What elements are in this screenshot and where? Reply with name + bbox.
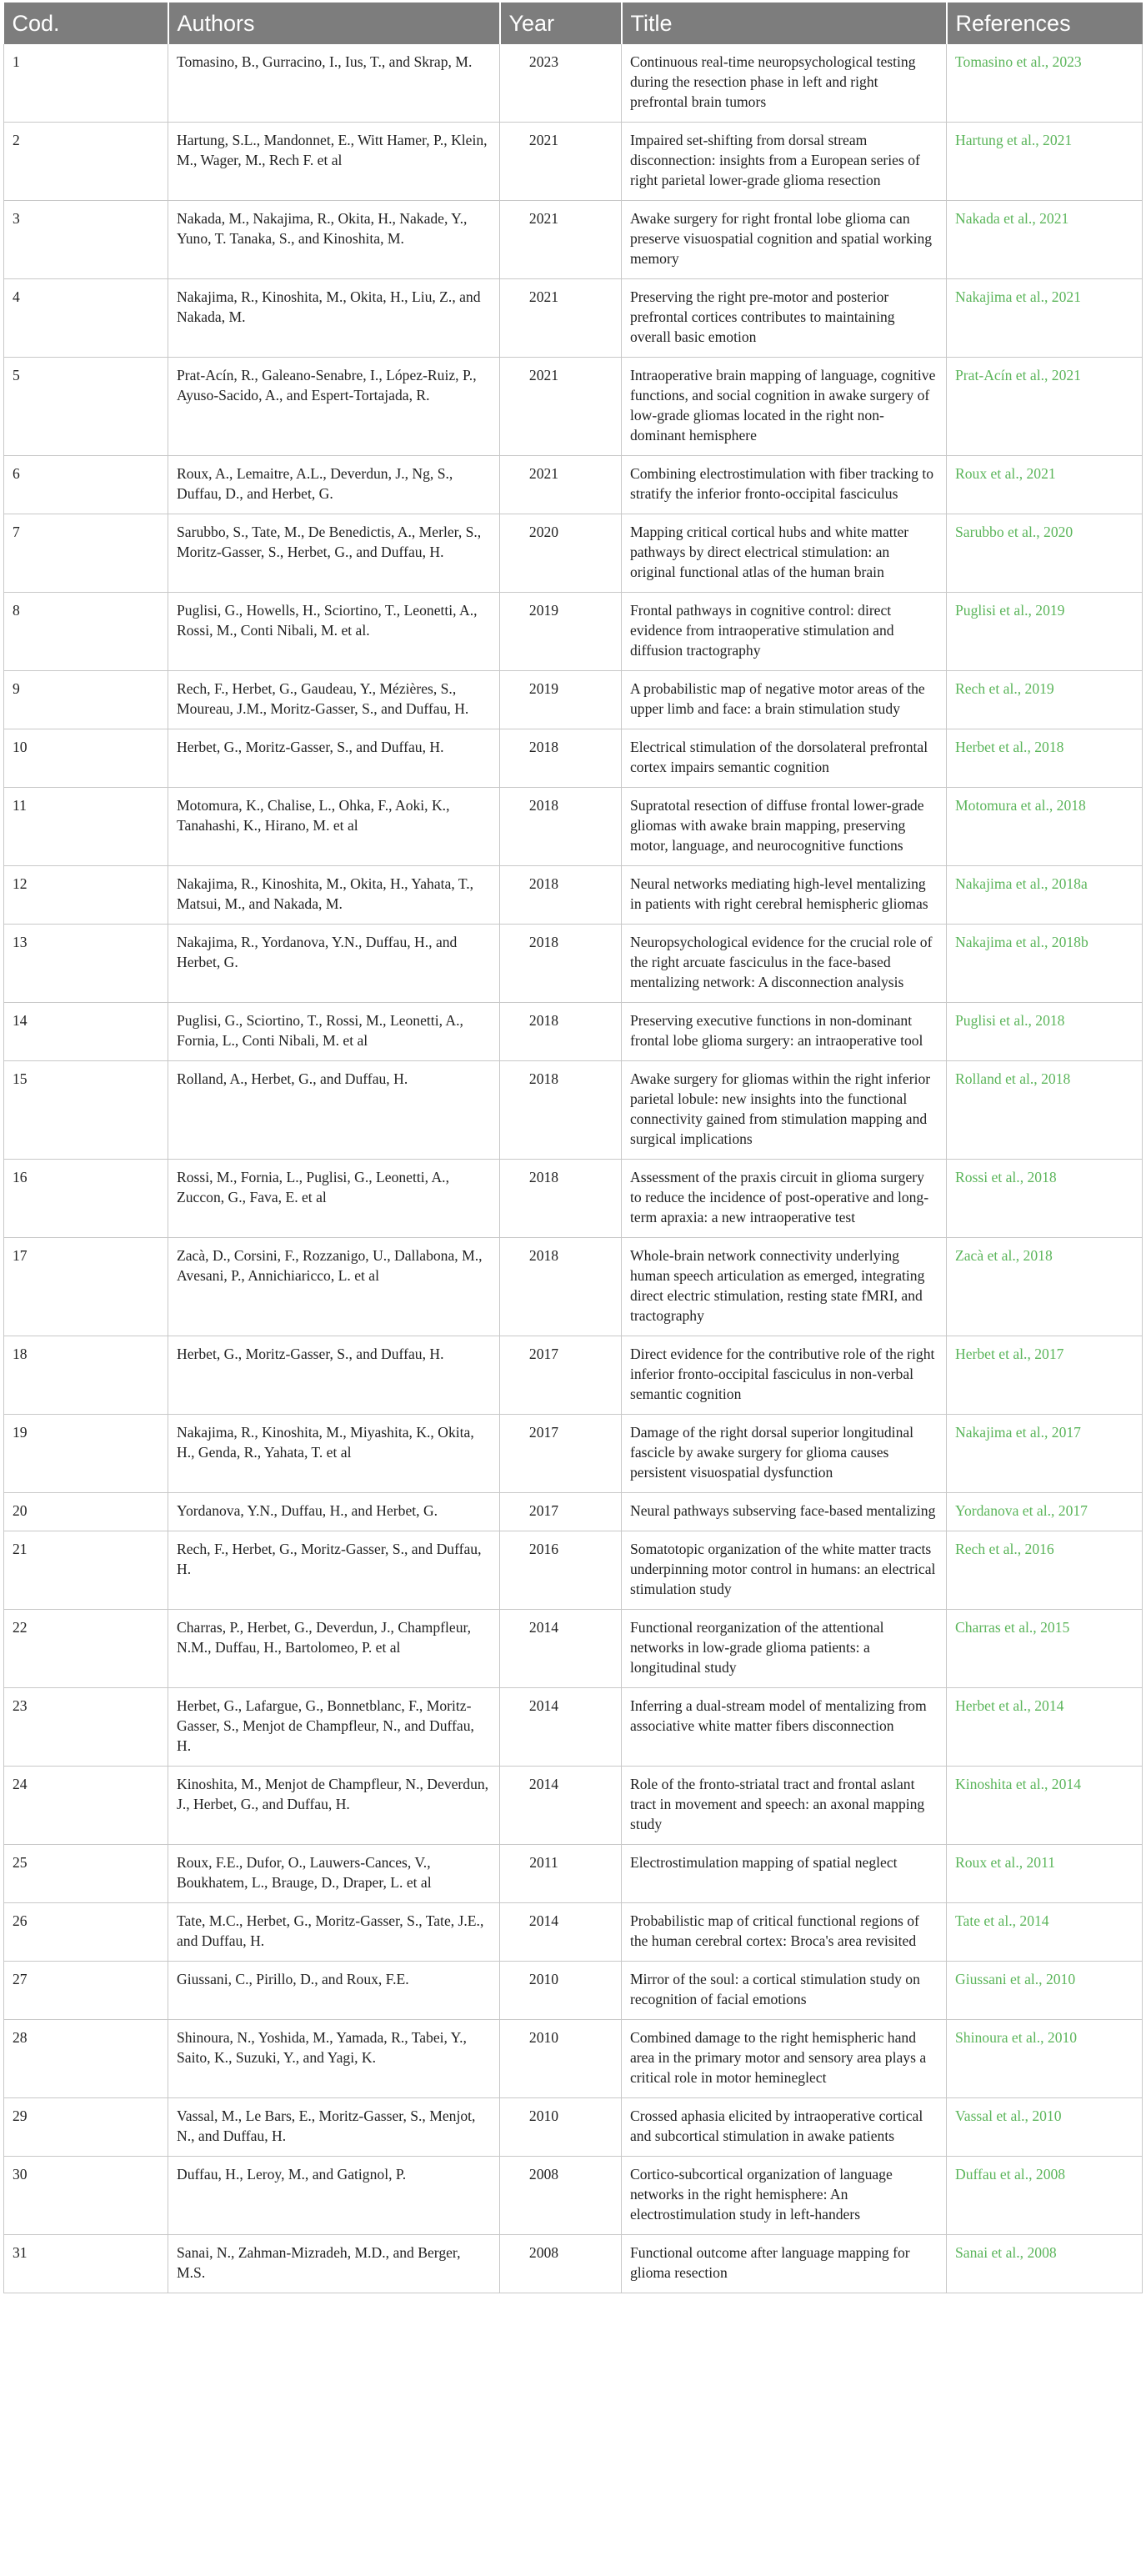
reference-link[interactable]: Herbet et al., 2018 — [947, 729, 1143, 788]
reference-link[interactable]: Roux et al., 2021 — [947, 456, 1143, 514]
cell-authors: Yordanova, Y.N., Duffau, H., and Herbet, G. — [168, 1493, 500, 1531]
table-row — [4, 1767, 1143, 1845]
cell-authors: Nakajima, R., Kinoshita, M., Miyashita, K., Okita, H., Genda, R., Yahata, T. et al — [168, 1415, 500, 1493]
cell-cod: 5 — [4, 358, 168, 456]
cell-authors: Herbet, G., Moritz-Gasser, S., and Duffau, H. — [168, 729, 500, 788]
reference-link[interactable]: Tate et al., 2014 — [947, 1903, 1143, 1962]
cell-cod: 9 — [4, 671, 168, 729]
cell-year: 2017 — [500, 1415, 622, 1493]
table-row — [4, 593, 1143, 671]
cell-cod: 18 — [4, 1336, 168, 1415]
reference-link[interactable]: Rolland et al., 2018 — [947, 1061, 1143, 1160]
cell-cod: 30 — [4, 2157, 168, 2235]
cell-title: Mapping critical cortical hubs and white matter pathways by direct electrical stimulation: an original functional atlas of the human brain — [622, 514, 947, 593]
reference-link[interactable]: Sanai et al., 2008 — [947, 2235, 1143, 2293]
cell-title: Preserving the right pre-motor and posterior prefrontal cortices contributes to maintaining overall basic emotion — [622, 279, 947, 358]
cell-cod: 22 — [4, 1610, 168, 1688]
table-row — [4, 671, 1143, 729]
cell-year: 2016 — [500, 1531, 622, 1610]
table-row — [4, 358, 1143, 456]
cell-title: Role of the fronto-striatal tract and frontal aslant tract in movement and speech: an axonal mapping study — [622, 1767, 947, 1845]
header-authors: Authors — [168, 3, 500, 44]
cell-authors: Tomasino, B., Gurracino, I., Ius, T., and Skrap, M. — [168, 44, 500, 123]
cell-title: Functional outcome after language mapping for glioma resection — [622, 2235, 947, 2293]
cell-cod: 2 — [4, 123, 168, 201]
reference-link[interactable]: Kinoshita et al., 2014 — [947, 1767, 1143, 1845]
cell-title: A probabilistic map of negative motor areas of the upper limb and face: a brain stimulation study — [622, 671, 947, 729]
table-row — [4, 279, 1143, 358]
cell-year: 2018 — [500, 925, 622, 1003]
cell-cod: 29 — [4, 2098, 168, 2157]
cell-year: 2010 — [500, 1962, 622, 2020]
reference-link[interactable]: Duffau et al., 2008 — [947, 2157, 1143, 2235]
reference-link[interactable]: Nakajima et al., 2018a — [947, 866, 1143, 925]
table-row — [4, 1238, 1143, 1336]
cell-cod: 15 — [4, 1061, 168, 1160]
cell-authors: Rech, F., Herbet, G., Moritz-Gasser, S., and Duffau, H. — [168, 1531, 500, 1610]
cell-title: Frontal pathways in cognitive control: direct evidence from intraoperative stimulation and diffusion tractography — [622, 593, 947, 671]
table-row — [4, 123, 1143, 201]
cell-title: Whole-brain network connectivity underlying human speech articulation as emerged, integrating direct electric stimulation, resting state fMRI, and tractography — [622, 1238, 947, 1336]
cell-cod: 3 — [4, 201, 168, 279]
cell-year: 2020 — [500, 514, 622, 593]
cell-title: Functional reorganization of the attentional networks in low-grade glioma patients: a longitudinal study — [622, 1610, 947, 1688]
cell-title: Impaired set-shifting from dorsal stream disconnection: insights from a European series of right parietal lower-grade glioma resection — [622, 123, 947, 201]
reference-link[interactable]: Giussani et al., 2010 — [947, 1962, 1143, 2020]
cell-year: 2010 — [500, 2098, 622, 2157]
reference-link[interactable]: Shinoura et al., 2010 — [947, 2020, 1143, 2098]
reference-link[interactable]: Rossi et al., 2018 — [947, 1160, 1143, 1238]
cell-year: 2021 — [500, 456, 622, 514]
cell-cod: 20 — [4, 1493, 168, 1531]
cell-authors: Shinoura, N., Yoshida, M., Yamada, R., Tabei, Y., Saito, K., Suzuki, Y., and Yagi, K. — [168, 2020, 500, 2098]
table-row — [4, 201, 1143, 279]
cell-title: Crossed aphasia elicited by intraoperative cortical and subcortical stimulation in awake patients — [622, 2098, 947, 2157]
cell-year: 2017 — [500, 1336, 622, 1415]
cell-cod: 31 — [4, 2235, 168, 2293]
table-row — [4, 1845, 1143, 1903]
cell-title: Neural networks mediating high-level mentalizing in patients with right cerebral hemispheric gliomas — [622, 866, 947, 925]
cell-authors: Puglisi, G., Howells, H., Sciortino, T., Leonetti, A., Rossi, M., Conti Nibali, M. et al. — [168, 593, 500, 671]
table-row — [4, 2098, 1143, 2157]
cell-authors: Nakajima, R., Kinoshita, M., Okita, H., Liu, Z., and Nakada, M. — [168, 279, 500, 358]
cell-authors: Rolland, A., Herbet, G., and Duffau, H. — [168, 1061, 500, 1160]
cell-cod: 26 — [4, 1903, 168, 1962]
table-row — [4, 1003, 1143, 1061]
cell-title: Assessment of the praxis circuit in glioma surgery to reduce the incidence of post-operative and long-term apraxia: a new intraoperative test — [622, 1160, 947, 1238]
cell-cod: 14 — [4, 1003, 168, 1061]
header-year: Year — [500, 3, 622, 44]
cell-year: 2014 — [500, 1903, 622, 1962]
cell-authors: Roux, F.E., Dufor, O., Lauwers-Cances, V., Boukhatem, L., Brauge, D., Draper, L. et al — [168, 1845, 500, 1903]
reference-link[interactable]: Zacà et al., 2018 — [947, 1238, 1143, 1336]
table-row — [4, 1160, 1143, 1238]
cell-authors: Prat-Acín, R., Galeano-Senabre, I., López-Ruiz, P., Ayuso-Sacido, A., and Espert-Tortajada, R. — [168, 358, 500, 456]
reference-link[interactable]: Nakajima et al., 2017 — [947, 1415, 1143, 1493]
table-row — [4, 514, 1143, 593]
table-row — [4, 44, 1143, 123]
reference-link[interactable]: Tomasino et al., 2023 — [947, 44, 1143, 123]
cell-cod: 25 — [4, 1845, 168, 1903]
cell-year: 2011 — [500, 1845, 622, 1903]
table-row — [4, 788, 1143, 866]
cell-authors: Vassal, M., Le Bars, E., Moritz-Gasser, S., Menjot, N., and Duffau, H. — [168, 2098, 500, 2157]
cell-title: Somatotopic organization of the white matter tracts underpinning motor control in humans: an electrical stimulation study — [622, 1531, 947, 1610]
cell-title: Preserving executive functions in non-dominant frontal lobe glioma surgery: an intraoperative tool — [622, 1003, 947, 1061]
cell-year: 2008 — [500, 2157, 622, 2235]
cell-cod: 16 — [4, 1160, 168, 1238]
table-row — [4, 1415, 1143, 1493]
cell-cod: 11 — [4, 788, 168, 866]
cell-cod: 19 — [4, 1415, 168, 1493]
cell-authors: Herbet, G., Lafargue, G., Bonnetblanc, F., Moritz-Gasser, S., Menjot de Champfleur, N., and Duffau, H. — [168, 1688, 500, 1767]
reference-link[interactable]: Charras et al., 2015 — [947, 1610, 1143, 1688]
cell-authors: Sarubbo, S., Tate, M., De Benedictis, A., Merler, S., Moritz-Gasser, S., Herbet, G., and Duffau, H. — [168, 514, 500, 593]
cell-title: Mirror of the soul: a cortical stimulation study on recognition of facial emotions — [622, 1962, 947, 2020]
cell-year: 2019 — [500, 593, 622, 671]
cell-title: Probabilistic map of critical functional regions of the human cerebral cortex: Broca's area revisited — [622, 1903, 947, 1962]
header-references: References — [947, 3, 1143, 44]
cell-cod: 12 — [4, 866, 168, 925]
cell-title: Awake surgery for gliomas within the right inferior parietal lobule: new insights into the functional connectivity gained from stimulation mapping and surgical implications — [622, 1061, 947, 1160]
cell-year: 2021 — [500, 279, 622, 358]
cell-authors: Rech, F., Herbet, G., Gaudeau, Y., Mézières, S., Moureau, J.M., Moritz-Gasser, S., and Duffau, H. — [168, 671, 500, 729]
table-row — [4, 1688, 1143, 1767]
cell-year: 2017 — [500, 1493, 622, 1531]
table-row — [4, 729, 1143, 788]
reference-link[interactable]: Nakajima et al., 2018b — [947, 925, 1143, 1003]
cell-title: Electrical stimulation of the dorsolateral prefrontal cortex impairs semantic cognition — [622, 729, 947, 788]
cell-year: 2019 — [500, 671, 622, 729]
cell-title: Continuous real-time neuropsychological testing during the resection phase in left and right prefrontal brain tumors — [622, 44, 947, 123]
cell-year: 2023 — [500, 44, 622, 123]
reference-link[interactable]: Yordanova et al., 2017 — [947, 1493, 1143, 1531]
cell-authors: Motomura, K., Chalise, L., Ohka, F., Aoki, K., Tanahashi, K., Hirano, M. et al — [168, 788, 500, 866]
table-row — [4, 925, 1143, 1003]
cell-cod: 17 — [4, 1238, 168, 1336]
reference-link[interactable]: Sarubbo et al., 2020 — [947, 514, 1143, 593]
reference-link[interactable]: Herbet et al., 2014 — [947, 1688, 1143, 1767]
reference-link[interactable]: Puglisi et al., 2019 — [947, 593, 1143, 671]
cell-authors: Sanai, N., Zahman-Mizradeh, M.D., and Berger, M.S. — [168, 2235, 500, 2293]
cell-year: 2021 — [500, 358, 622, 456]
cell-title: Supratotal resection of diffuse frontal lower-grade gliomas with awake brain mapping, preserving motor, language, and neurocognitive functions — [622, 788, 947, 866]
reference-link[interactable]: Hartung et al., 2021 — [947, 123, 1143, 201]
cell-year: 2018 — [500, 1003, 622, 1061]
reference-link[interactable]: Prat-Acín et al., 2021 — [947, 358, 1143, 456]
cell-authors: Duffau, H., Leroy, M., and Gatignol, P. — [168, 2157, 500, 2235]
table-row — [4, 1962, 1143, 2020]
cell-title: Direct evidence for the contributive role of the right inferior fronto-occipital fasciculus in non-verbal semantic cognition — [622, 1336, 947, 1415]
cell-cod: 7 — [4, 514, 168, 593]
cell-authors: Nakada, M., Nakajima, R., Okita, H., Nakade, Y., Yuno, T. Tanaka, S., and Kinoshita, M. — [168, 201, 500, 279]
cell-year: 2018 — [500, 866, 622, 925]
cell-year: 2018 — [500, 1238, 622, 1336]
reference-link[interactable]: Herbet et al., 2017 — [947, 1336, 1143, 1415]
table-row — [4, 1336, 1143, 1415]
cell-year: 2018 — [500, 788, 622, 866]
reference-link[interactable]: Nakajima et al., 2021 — [947, 279, 1143, 358]
cell-year: 2014 — [500, 1610, 622, 1688]
cell-title: Awake surgery for right frontal lobe glioma can preserve visuospatial cognition and spatial working memory — [622, 201, 947, 279]
cell-title: Cortico-subcortical organization of language networks in the right hemisphere: An electrostimulation study in left-handers — [622, 2157, 947, 2235]
table-row — [4, 2157, 1143, 2235]
reference-link[interactable]: Vassal et al., 2010 — [947, 2098, 1143, 2157]
cell-authors: Giussani, C., Pirillo, D., and Roux, F.E. — [168, 1962, 500, 2020]
table-row — [4, 2020, 1143, 2098]
cell-title: Combining electrostimulation with fiber tracking to stratify the inferior fronto-occipital fasciculus — [622, 456, 947, 514]
table-row — [4, 1610, 1143, 1688]
cell-year: 2008 — [500, 2235, 622, 2293]
cell-authors: Herbet, G., Moritz-Gasser, S., and Duffau, H. — [168, 1336, 500, 1415]
cell-cod: 13 — [4, 925, 168, 1003]
reference-link[interactable]: Nakada et al., 2021 — [947, 201, 1143, 279]
cell-cod: 6 — [4, 456, 168, 514]
cell-title: Neural pathways subserving face-based mentalizing — [622, 1493, 947, 1531]
table-row — [4, 2235, 1143, 2293]
table-row — [4, 1903, 1143, 1962]
cell-year: 2018 — [500, 729, 622, 788]
cell-cod: 27 — [4, 1962, 168, 2020]
header-cod: Cod. — [4, 3, 168, 44]
cell-cod: 28 — [4, 2020, 168, 2098]
reference-link[interactable]: Rech et al., 2019 — [947, 671, 1143, 729]
cell-year: 2018 — [500, 1061, 622, 1160]
cell-title: Damage of the right dorsal superior longitudinal fascicle by awake surgery for glioma causes persistent visuospatial dysfunction — [622, 1415, 947, 1493]
cell-title: Inferring a dual-stream model of mentalizing from associative white matter fibers disconnection — [622, 1688, 947, 1767]
cell-year: 2021 — [500, 123, 622, 201]
cell-year: 2021 — [500, 201, 622, 279]
cell-authors: Nakajima, R., Yordanova, Y.N., Duffau, H., and Herbet, G. — [168, 925, 500, 1003]
table-row — [4, 866, 1143, 925]
cell-year: 2018 — [500, 1160, 622, 1238]
cell-year: 2014 — [500, 1767, 622, 1845]
reference-link[interactable]: Roux et al., 2011 — [947, 1845, 1143, 1903]
cell-cod: 10 — [4, 729, 168, 788]
reference-link[interactable]: Rech et al., 2016 — [947, 1531, 1143, 1610]
cell-cod: 21 — [4, 1531, 168, 1610]
table-row — [4, 1493, 1143, 1531]
cell-authors: Puglisi, G., Sciortino, T., Rossi, M., Leonetti, A., Fornia, L., Conti Nibali, M. et al — [168, 1003, 500, 1061]
cell-cod: 8 — [4, 593, 168, 671]
cell-title: Intraoperative brain mapping of language, cognitive functions, and social cognition in awake surgery of low-grade gliomas located in the right non-dominant hemisphere — [622, 358, 947, 456]
cell-authors: Hartung, S.L., Mandonnet, E., Witt Hamer, P., Klein, M., Wager, M., Rech F. et al — [168, 123, 500, 201]
cell-cod: 24 — [4, 1767, 168, 1845]
reference-link[interactable]: Puglisi et al., 2018 — [947, 1003, 1143, 1061]
cell-authors: Zacà, D., Corsini, F., Rozzanigo, U., Dallabona, M., Avesani, P., Annichiaricco, L. et al — [168, 1238, 500, 1336]
cell-cod: 23 — [4, 1688, 168, 1767]
table-row — [4, 1061, 1143, 1160]
cell-title: Electrostimulation mapping of spatial neglect — [622, 1845, 947, 1903]
cell-authors: Rossi, M., Fornia, L., Puglisi, G., Leonetti, A., Zuccon, G., Fava, E. et al — [168, 1160, 500, 1238]
cell-authors: Nakajima, R., Kinoshita, M., Okita, H., Yahata, T., Matsui, M., and Nakada, M. — [168, 866, 500, 925]
cell-authors: Roux, A., Lemaitre, A.L., Deverdun, J., Ng, S., Duffau, D., and Herbet, G. — [168, 456, 500, 514]
cell-cod: 1 — [4, 44, 168, 123]
table-body — [4, 44, 1143, 2293]
cell-title: Combined damage to the right hemispheric hand area in the primary motor and sensory area plays a critical role in motor hemineglect — [622, 2020, 947, 2098]
cell-title: Neuropsychological evidence for the crucial role of the right arcuate fasciculus in the face-based mentalizing network: A disconnection analysis — [622, 925, 947, 1003]
cell-authors: Tate, M.C., Herbet, G., Moritz-Gasser, S., Tate, J.E., and Duffau, H. — [168, 1903, 500, 1962]
cell-cod: 4 — [4, 279, 168, 358]
table-row — [4, 456, 1143, 514]
cell-year: 2010 — [500, 2020, 622, 2098]
table-header — [4, 3, 1143, 44]
table-row — [4, 1531, 1143, 1610]
reference-link[interactable]: Motomura et al., 2018 — [947, 788, 1143, 866]
cell-authors: Charras, P., Herbet, G., Deverdun, J., Champfleur, N.M., Duffau, H., Bartolomeo, P. et al — [168, 1610, 500, 1688]
header-title: Title — [622, 3, 947, 44]
cell-year: 2014 — [500, 1688, 622, 1767]
references-table — [3, 3, 1143, 2293]
cell-authors: Kinoshita, M., Menjot de Champfleur, N., Deverdun, J., Herbet, G., and Duffau, H. — [168, 1767, 500, 1845]
